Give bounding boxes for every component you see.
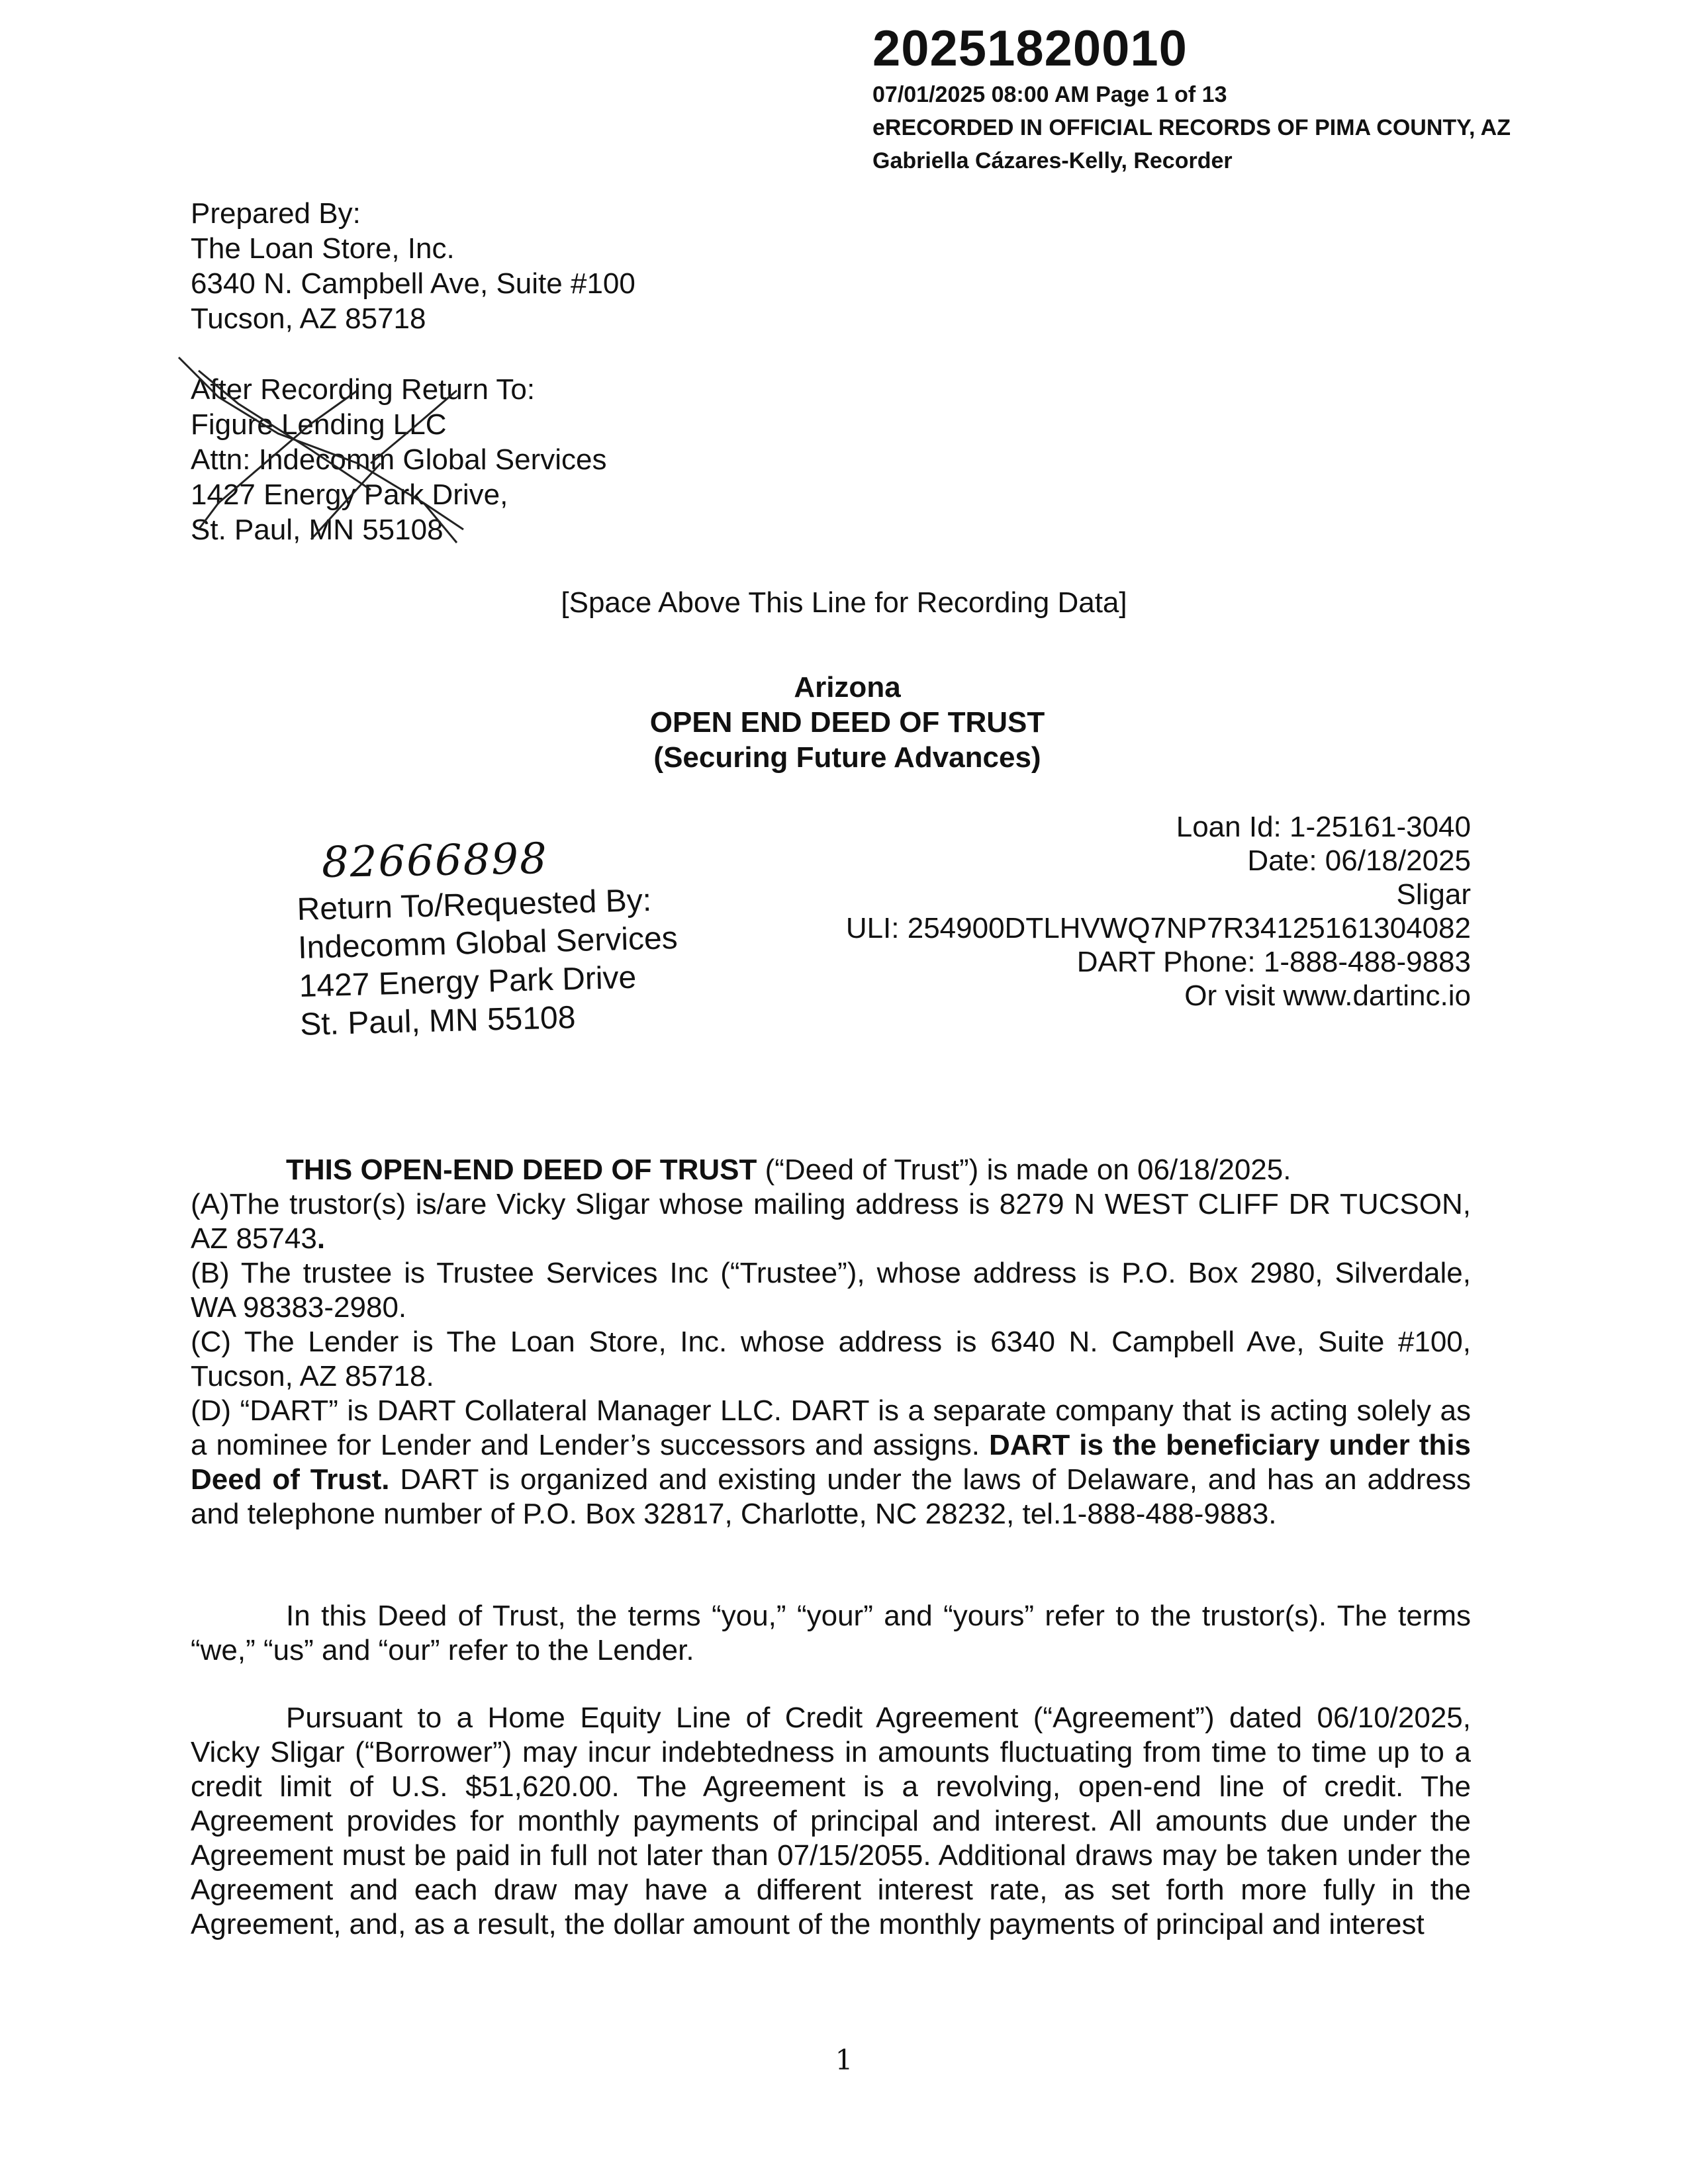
return-requested-address2: St. Paul, MN 55108 [299, 1000, 577, 1042]
trustor-paragraph [191, 1187, 1471, 1256]
trustee-paragraph: (B) The trustee is Trustee Services Inc (“Trustee”), whose address is P.O. Box 2980, Silverdale, WA 98383-2980. [191, 1257, 1471, 1324]
terms-paragraph: In this Deed of Trust, the terms “you,” “your” and “yours” refer to the trustor(s). The terms “we,” “us” and “our” refer to the Lender. [191, 1600, 1471, 1666]
after-recording-heading: After Recording Return To: [191, 373, 536, 406]
return-requested-stamp [297, 881, 680, 1044]
loan-uli: ULI: 254900DTLHVWQ7NP7R34125161304082 [845, 912, 1471, 944]
dart-text-2: DART is organized and existing under the laws of Delaware, and has an address and telephone number of P.O. Box 32817, Charlotte, NC 28232, tel.1-888-488-9883. [191, 1463, 1471, 1530]
deed-intro-bold: THIS OPEN-END DEED OF TRUST [286, 1154, 757, 1186]
dart-website: Or visit www.dartinc.io [1184, 979, 1471, 1012]
loan-id: Loan Id: 1-25161-3040 [1176, 811, 1471, 843]
recording-number: 20251820010 [872, 21, 1188, 77]
recording-office: eRECORDED IN OFFICIAL RECORDS OF PIMA COUNTY, AZ [872, 115, 1511, 140]
dart-beneficiary-bold: DART is the beneficiary under this Deed of Trust. [191, 1429, 1471, 1496]
document-titles [0, 670, 1688, 775]
after-recording-address2: St. Paul, MN 55108 [191, 514, 444, 546]
return-requested-address1: 1427 Energy Park Drive [299, 960, 637, 1004]
prepared-by-address1: 6340 N. Campbell Ave, Suite #100 [191, 267, 635, 300]
recording-space-line: [Space Above This Line for Recording Data] [561, 586, 1127, 619]
handwritten-number: 82666898 [321, 835, 549, 887]
document-title: OPEN END DEED OF TRUST [649, 706, 1045, 739]
pursuant-paragraph: Pursuant to a Home Equity Line of Credit Agreement (“Agreement”) dated 06/10/2025, Vicky Sligar (“Borrower”) may incur indebtedness in amounts fluctuating from time to time up to a credit limit of U.S. $51,620.00. The Agreement is a revolving, open-end line of credit. The Agreement provides for monthly payments of principal and interest. All amounts due under the Agreement must be paid in full not later than 07/15/2055. Additional draws may be taken under the Agreement and each draw may have a different interest rate, as set forth more fully in the Agreement, and, as a result, the dollar amount of the monthly payments of principal and interest [191, 1702, 1471, 1940]
after-recording-address1: 1427 Energy Park Drive, [191, 478, 508, 511]
lender-paragraph: (C) The Lender is The Loan Store, Inc. whose address is 6340 N. Campbell Ave, Suite #100, Tucson, AZ 85718. [191, 1326, 1471, 1392]
return-requested-name: Indecomm Global Services [297, 920, 679, 966]
dart-phone: DART Phone: 1-888-488-9883 [1076, 946, 1471, 978]
loan-borrower-name: Sligar [1396, 878, 1471, 911]
trustor-text-end: . [316, 1222, 326, 1255]
recording-datetime-page: 07/01/2025 08:00 AM Page 1 of 13 [872, 82, 1227, 107]
page-number: 1 [835, 2044, 853, 2076]
dart-text-1: (D) “DART” is DART Collateral Manager LLC. DART is a separate company that is acting solely as a nominee for Lender and Lender’s successors and assigns. [191, 1394, 1471, 1461]
document-subtitle: (Securing Future Advances) [653, 741, 1041, 774]
prepared-by-address2: Tucson, AZ 85718 [191, 302, 426, 335]
loan-info-block [846, 810, 1471, 1013]
loan-date: Date: 06/18/2025 [1247, 844, 1471, 877]
after-recording-attn: Attn: Indecomm Global Services [191, 443, 607, 476]
return-requested-heading: Return To/Requested By: [297, 882, 652, 927]
deed-intro-rest: (“Deed of Trust”) is made on 06/18/2025. [757, 1154, 1291, 1186]
recorder-name: Gabriella Cázares-Kelly, Recorder [872, 148, 1233, 173]
after-recording-block [191, 372, 606, 547]
deed-intro-section [191, 1153, 1471, 1531]
state-title: Arizona [794, 671, 901, 704]
trustor-text: (A)The trustor(s) is/are Vicky Sligar whose mailing address is 8279 N WEST CLIFF DR TUCSON, AZ 85743 [191, 1188, 1471, 1255]
prepared-by-name: The Loan Store, Inc. [191, 232, 455, 265]
prepared-by-block [191, 196, 635, 336]
after-recording-name: Figure Lending LLC [191, 408, 447, 441]
prepared-by-heading: Prepared By: [191, 197, 361, 230]
deed-intro-line [191, 1153, 1471, 1187]
dart-paragraph [191, 1394, 1471, 1531]
